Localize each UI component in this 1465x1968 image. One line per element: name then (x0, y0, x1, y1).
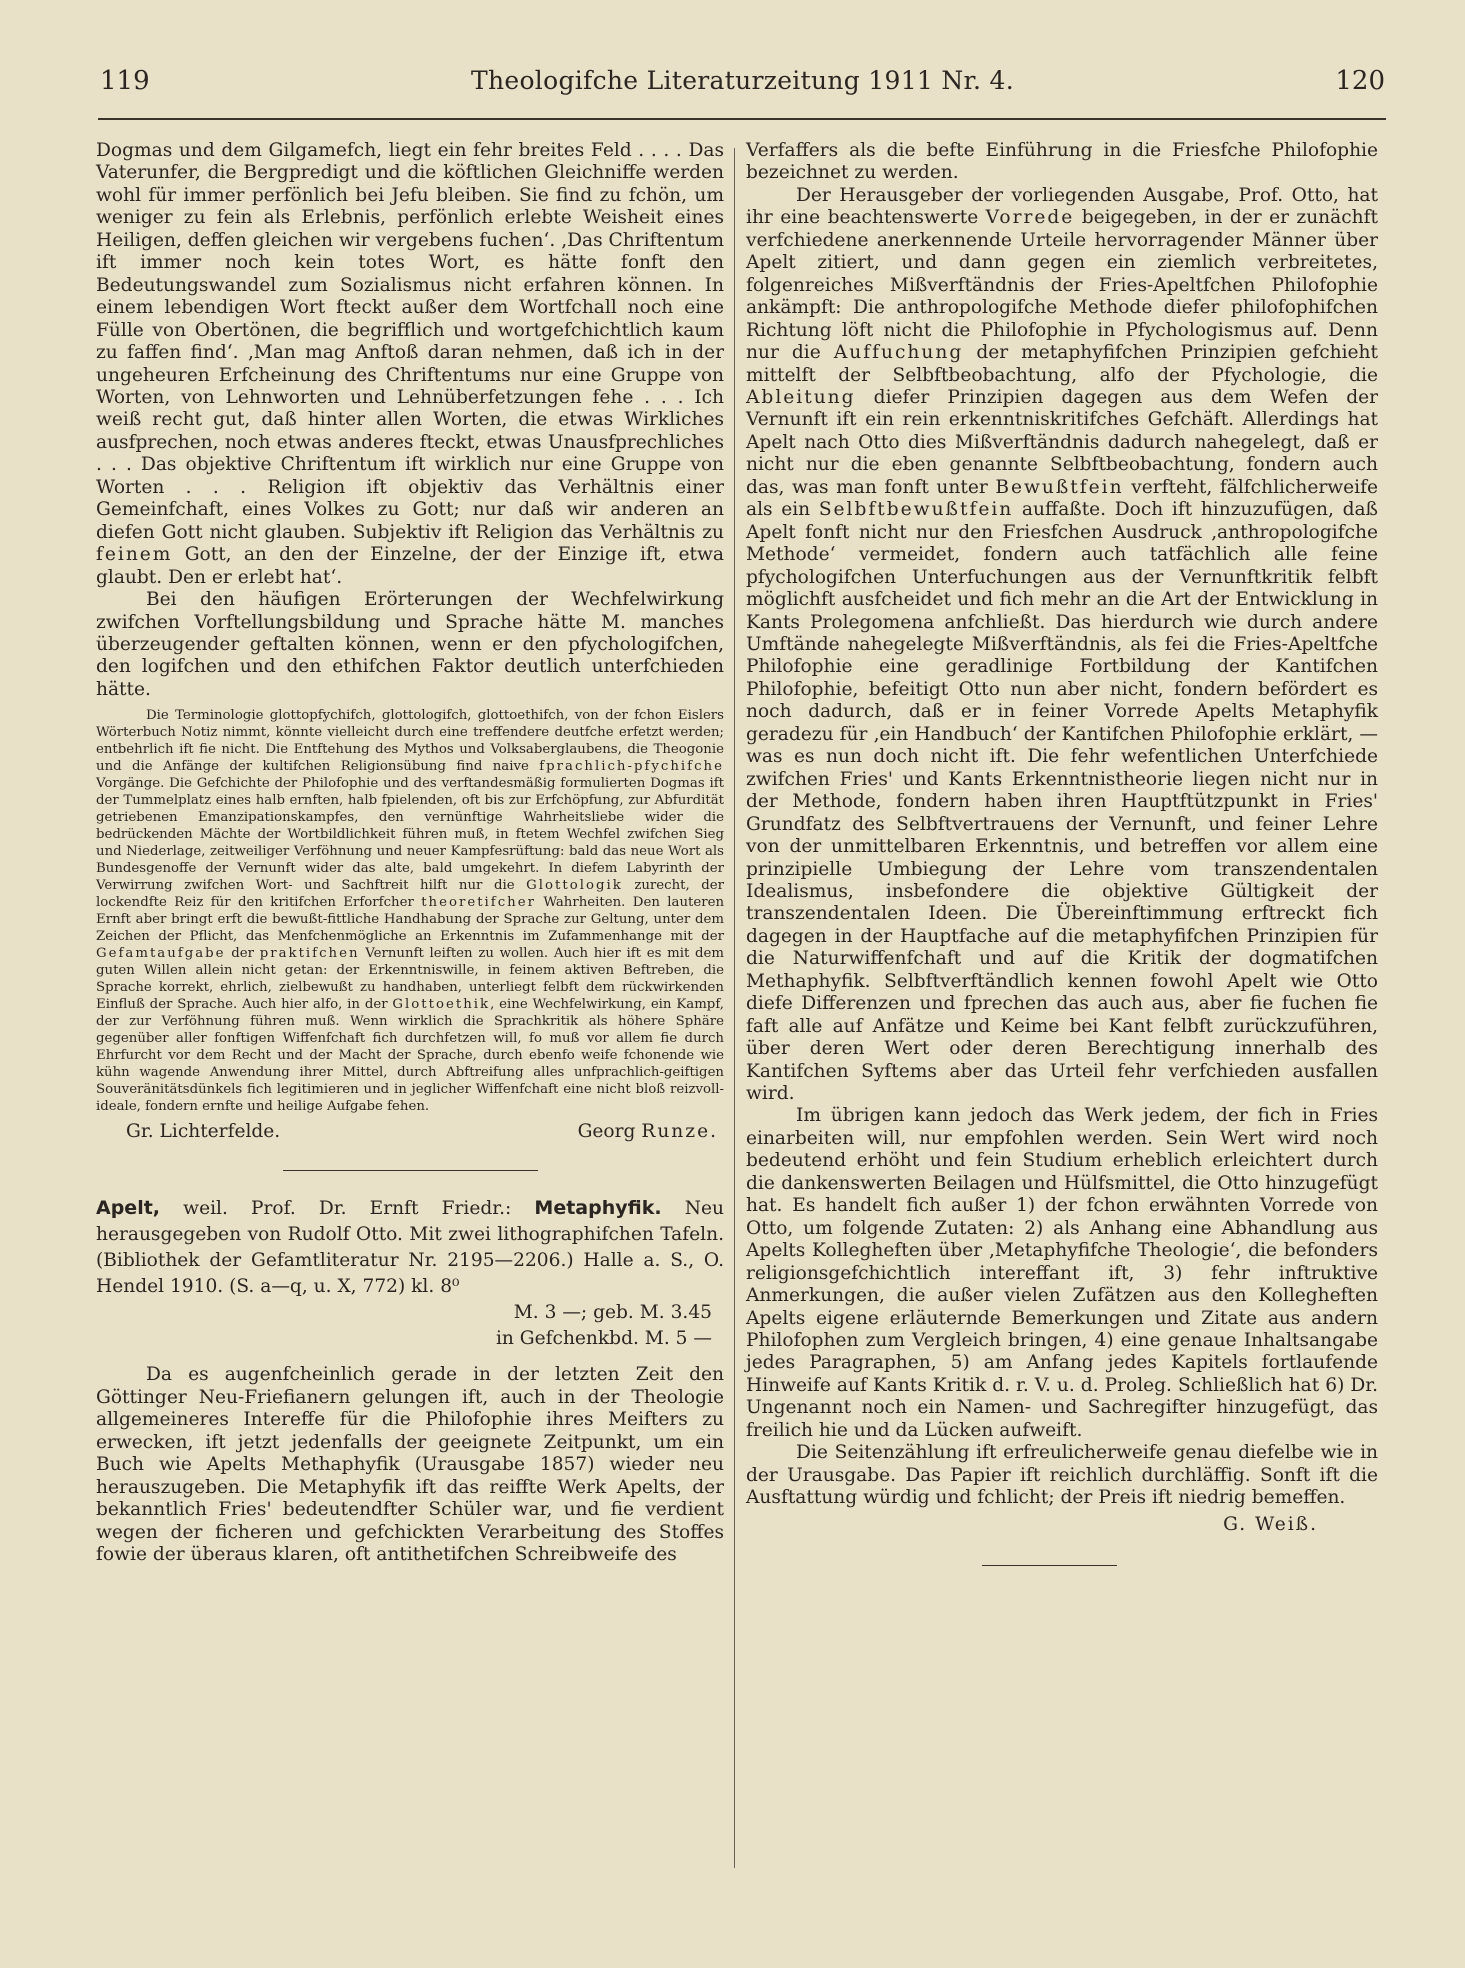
text-run: zurecht, der lockendfte Reiz für den kritifchen Erforfcher (96, 878, 724, 911)
spaced-emphasis: Bewußtfein (995, 476, 1124, 498)
bib-author-details: weil. Prof. Dr. Ernft Friedr.: (183, 1198, 512, 1220)
review-paragraph-1 (96, 140, 724, 589)
signature-place: Gr. Lichterfelde. (126, 1121, 281, 1143)
spaced-emphasis: Glottoethik (392, 997, 491, 1013)
review-paragraph-7: Die Seitenzählung ift erfreulicherweife genau diefelbe wie in der Urausgabe. Das Papier ift reichlich durchläffig. Sonft ift die Ausftattung würdig und fchlicht; der Preis ift niedrig bemeffen. (746, 1442, 1378, 1509)
text-run: der metaphyfifchen Prinzipien gefchieht mittelft der Selbftbeobachtung, alfo der Pfychologie, die (746, 342, 1378, 386)
spaced-emphasis: Gefamtaufgabe (96, 946, 226, 962)
spaced-emphasis: feinem (96, 544, 173, 566)
text-run: beigegeben, in der er zunächft verfchiedene anerkennende Urteile hervorragender Männer über Apelt zitiert, und dann gegen ein ziemlich verbreitetes, folgenreiches Mißverftändnis der Fries-Apeltfchen Philofophie ankämpft: Die anthropologifche Methode diefer philofophifchen Richtung löft nicht die Philofophie in Pfychologismus auf. Denn nur die (746, 207, 1378, 364)
bib-price-gift: in Gefchenkbd. M. 5 — (495, 1328, 712, 1350)
bib-details: Neu herausgegeben von Rudolf Otto. Mit zwei lithographifchen Tafeln. (Bibliothek der Gefamtliteratur Nr. 2195—2206.) Halle a. S., O. Hendel 1910. (S. a—q, u. X, 772) kl. 8⁰ (96, 1198, 724, 1298)
spaced-emphasis: theoretifcher (421, 895, 536, 911)
right-column (746, 140, 1378, 1566)
review-signature-right (746, 1514, 1318, 1535)
review-paragraph-2: Bei den häufigen Erörterungen der Wechfelwirkung zwifchen Vorftellungsbildung und Sprache hätte M. manches überzeugender geftalten können, wenn er den pfychologifchen, den logifchen und den ethifchen Faktor deutlich unterfchieden hätte. (96, 589, 724, 700)
text-run: Dogmas und dem Gilgamefch, liegt ein fehr breites Feld . . . . Das Vaterunfer, die Bergpredigt und die köftlichen Gleichniffe werden wohl für immer perfönlich bei Jefu bleiben. Sie find zu fchön, um weniger zu fein als Erlebnis, perfönlich erlebte Weisheit eines Heiligen, deffen gleichen wir vergebens fuchen‘. ‚Das Chriftentum ift immer noch kein totes Wort, es hätte fonft den Bedeutungswandel zum Sozialismus nicht erfahren können. In einem lebendigen Wort fteckt außer dem Wortfchall noch eine Fülle von Obertönen, die begrifflich und wortgefchichtlich kaum zu faffen find‘. ‚Man mag Anftoß daran nehmen, daß ich in der ungeheuren Erfcheinung des Chriftentums nur eine Gruppe von Worten, von Lehnworten und Lehnüberfetzungen fehe . . . Ich weiß recht gut, daß hinter allen Worten, die etwas Wirkliches ausfprechen, noch etwas anderes fteckt, etwas Unausfprechliches . . . Das objektive Chriftentum ift wirklich nur eine Gruppe von Worten . . . Religion ift objektiv das Verhältnis einer Gemeinfchaft, eines Volkes zu Gott; nur daß wir anderen an diefen Gott nicht glauben. Subjektiv ift Religion das Verhältnis zu (96, 140, 724, 543)
spaced-emphasis: fprachlich-pfychifche (539, 759, 724, 775)
left-column (96, 140, 724, 1566)
review-paragraph-4: Verfaffers als die befte Einführung in die Friesfche Philofophie bezeichnet zu werden. (746, 140, 1378, 184)
bibliographic-entry (96, 1195, 724, 1352)
text-run: Wahrheiten. Den lauteren Ernft aber bringt erft die bewußt-fittliche Handhabung der Sprache zur Geltung, unter dem Zeichen der Pflicht, das Menfchenmögliche an Erkenntnis im Zufammenhange mit der (96, 895, 725, 945)
text-run: auffaßte. Doch ift hinzuzufügen, daß Apelt fonft nicht nur den Friesfchen Ausdruck ‚anthropologifche Methode‘ vermeidet, fondern auch tatfächlich alle feine pfychologifchen Unterfuchungen aus der Vernunftkritik felbft möglichft ausfcheidet und fich mehr an die Art der Entwicklung in Kants Prolegomena anfchließt. Das hierdurch wie durch andere Umftände nahegelegte Mißverftändnis, als fei die Fries-Apeltfche Philofophie eine geradlinige Fortbildung der Kantifchen Philofophie, befeitigt Otto nun aber nicht, fondern befördert es noch dadurch, daß er in feiner Vorrede Apelts Metaphyfik geradezu für ‚ein Handbuch‘ der Kantifchen Philofophie erklärt, — was es nun doch nicht ift. Die fehr wefentlichen Unterfchiede zwifchen Fries' und Kants Erkenntnistheorie liegen nicht nur in der Methode, fondern haben ihren Hauptftützpunkt in Fries' Grundfatz des Selbftvertrauens der Vernunft, und feiner Lehre von der unmittelbaren Erkenntnis, und betreffen vor allem eine prinzipielle Umbiegung der Lehre vom transzendentalen Idealismus, insbefondere die objektive Gültigkeit der transzendentalen Ideen. Die Übereinftimmung erftreckt fich dagegen in der Hauptfache auf die metaphyfifchen Prinzipien für die Naturwiffenfchaft und auf die Kritik der dogmatifchen Methaphyfik. Selbftverftändlich kennen fowohl Apelt wie Otto diefe Differenzen und fprechen das auch aus, aber fie fuchen fie faft alle auf Anfätze und Keime bei Kant felbft zurückzuführen, über deren Wert oder deren Berechtigung innerhalb des Kantifchen Syftems aber das Urteil fehr verfchieden ausfallen wird. (746, 499, 1378, 1105)
text-run: verfteht, fälfchlicherweife als ein (746, 476, 1378, 521)
end-separator (982, 1565, 1117, 1566)
bib-price: M. 3 —; geb. M. 3.45 (513, 1302, 712, 1324)
text-run: der (231, 946, 254, 962)
spaced-emphasis: praktifchen (259, 946, 360, 962)
review-paragraph-6: Im übrigen kann jedoch das Werk jedem, der fich in Fries einarbeiten will, nur empfohlen werden. Sein Wert wird noch bedeutend erhöht und fein Studium erheblich erleichtert durch die dankenswerten Beilagen und Hülfsmittel, die Otto hinzugefügt hat. Es handelt fich außer 1) der fchon erwähnten Vorrede von Otto, um folgende Zutaten: 2) als Anhang eine Abhandlung aus Apelts Kollegheften über ‚Metaphyfifche Theologie‘, die befonders religionsgefchichtlich intereffant ift, 3) fehr inftruktive Anmerkungen, die außer vielen Zufätzen aus den Kollegheften Apelts eigene erläuternde Bemerkungen und Zitate aus andern Philofophen zum Vergleich bringen, 4) eine genaue Inhaltsangabe jedes Paragraphen, 5) am Anfang jedes Kapitels fortlaufende Hinweife auf Kants Kritik d. r. V. u. d. Proleg. Schließlich hat 6) Dr. Ungenannt noch ein Namen- und Sachregifter hinzugefügt, das freilich hie und da Lücken aufweift. (746, 1105, 1378, 1441)
spaced-emphasis: Vorrede (985, 207, 1075, 229)
signature-author: G. Weiß. (1223, 1513, 1318, 1535)
spaced-emphasis: Selbftbewußtfein (818, 499, 1014, 521)
review-paragraph-3: Da es augenfcheinlich gerade in der letzten Zeit den Göttinger Neu-Friefianern gelungen ift, auch in der Theologie allgemeineres Intereffe für die Philofophie ihres Meifters zu erwecken, ift jetzt jedenfalls der geeignete Zeitpunkt, um ein Buch wie Apelts Methaphyfik (Urausgabe 1857) wieder neu herauszugeben. Die Metaphyfik ift das reiffte Werk Apelts, der bekanntlich Fries' bedeutendfter Schüler war, und fie verdient wegen der ficheren und gefchickten Verarbeitung des Stoffes fowie der überaus klaren, oft antithetifchen Schreibweife des (96, 1364, 724, 1565)
text-run: diefer Prinzipien dagegen aus dem Wefen der Vernunft ift ein rein erkenntniskritifches Gefchäft. Allerdings hat Apelt nach Otto dies Mißverftändnis dadurch nahegelegt, daß er nicht nur die eben genannte Selbftbeobachtung, fondern auch das, was man fonft unter (746, 386, 1378, 498)
spaced-emphasis: Auffuchung (833, 342, 964, 364)
author-surname: Runze. (641, 1121, 718, 1143)
page-header (100, 66, 1385, 106)
spaced-emphasis: Glottologik (526, 878, 623, 894)
bib-title: Metaphyfik. (534, 1197, 662, 1220)
header-rule (98, 118, 1386, 120)
text-run: Vorgänge. Die Gefchichte der Philofophie und des verftandesmäßig formulierten Dogmas ift der Tummelplatz eines halb ernften, halb fpielenden, oft bis zur Erfchöpfung, zur Abfurdität getriebenen Emanzipationskampfes, den vernünftige Wahrheitsliebe wider die bedrückenden Mächte der Wortbildlichkeit führen muß, in ftetem Wechfel zwifchen Sieg und Niederlage, zeitweiliger Verföhnung und neuer Kampfesrüftung: bald das neue Wort als Bundesgenoffe der Vernunft wider das alte, bald umgekehrt. In diefem Labyrinth der Verwirrung zwifchen Wort- und Sachftreit hilft nur die (96, 776, 724, 894)
bib-author: Apelt, (96, 1197, 161, 1220)
running-title: Theologifche Literaturzeitung 1911 Nr. 4. (470, 66, 1014, 95)
text-run: Vernunft leiften zu wollen. Auch hier ift es mit dem guten Willen allein nicht getan: der Erkenntniswille, in feinem aktiven Beftreben, die Sprache korrekt, ehrlich, zielbewußt zu handhaben, unterliegt felbft dem rückwirkenden Einfluß der Sprache. Auch hier alfo, in der (96, 946, 725, 1013)
review-footnote (96, 707, 724, 1115)
text-run: Die Terminologie glottopfychifch, glottologifch, glottoethifch, von der fchon Eislers Wörterbuch Notiz nimmt, könnte vielleicht durch eine treffendere deutfche erfetzt werden; entbehrlich ift fie nicht. Die Entftehung des Mythos und Volksaberglaubens, die Theogonie und die Anfänge der kultifchen Religionsübung find naive (96, 708, 724, 775)
page-number-right: 120 (1335, 66, 1385, 96)
text-run: , eine Wechfelwirkung, ein Kampf, der zur Verföhnung führen muß. Wenn wirklich die Sprachkritik als höhere Sphäre gegenüber aller fonftigen Wiffenfchaft fich durchfetzen will, fo muß vor allem fie durch Ehrfurcht vor dem Recht und der Macht der Sprache, durch ebenfo weife fchonende wie kühn wagende Anwendung ihrer Mittel, durch Abftreifung alles unfprachlich-geiftigen Souveränitätsdünkels fich legitimieren und in jeglicher Wiffenfchaft eine nicht bloß reizvoll-ideale, fondern ernfte und heilige Aufgabe fehen. (96, 997, 724, 1115)
review-paragraph-5 (746, 185, 1378, 1106)
review-signature (96, 1121, 724, 1142)
signature-author (578, 1121, 718, 1142)
section-separator (283, 1170, 538, 1171)
page-number-left: 119 (100, 66, 150, 96)
spaced-emphasis: Ableitung (746, 386, 856, 408)
author-first-name: Georg (577, 1121, 636, 1143)
text-run: Gott, an den der Einzelne, der der Einzige ift, etwa glaubt. Den er erlebt hat‘. (96, 544, 724, 588)
column-divider (734, 148, 735, 1868)
text-run: Der Herausgeber der vorliegenden Ausgabe, Prof. Otto, hat ihr eine beachtenswerte (746, 184, 1378, 229)
